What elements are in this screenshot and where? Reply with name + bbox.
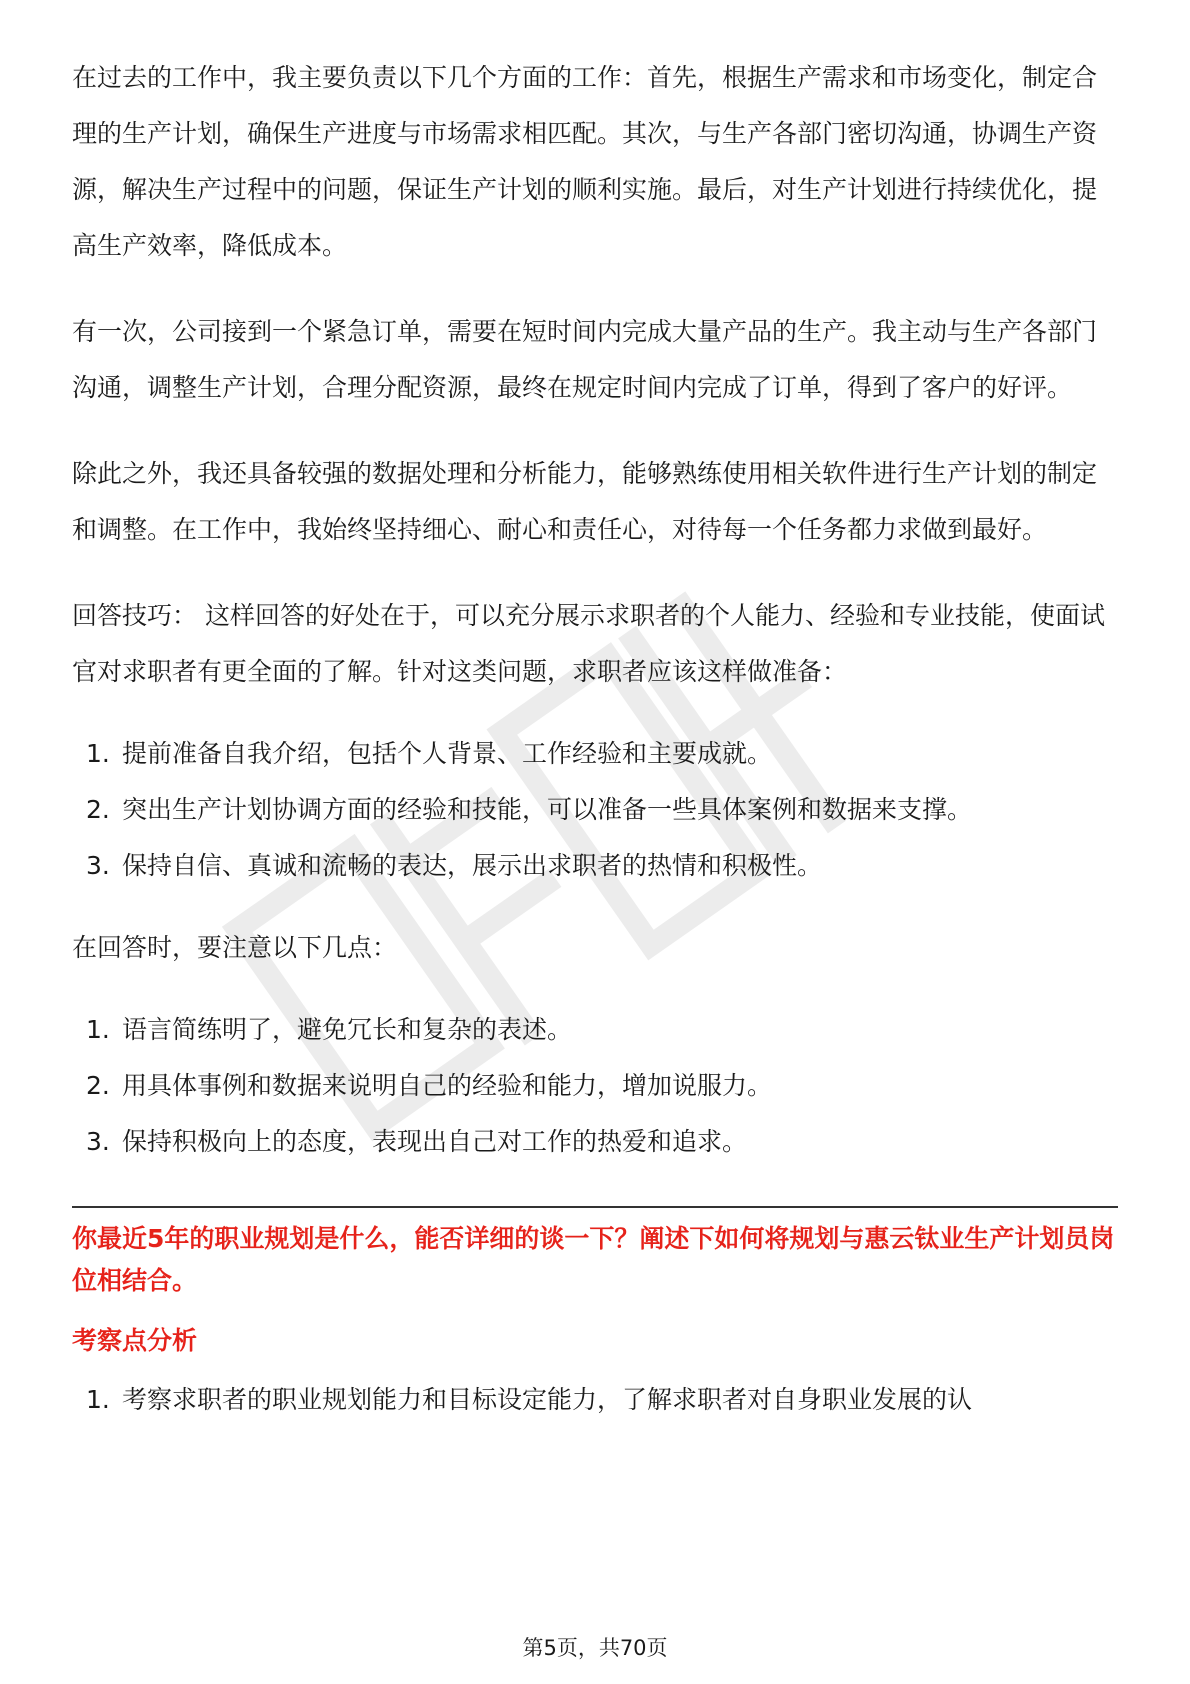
page-number: 第5页，共70页 [522, 1636, 668, 1660]
list-item: 1. 提前准备自我介绍，包括个人背景、工作经验和主要成就。 [86, 739, 773, 768]
section-divider [72, 1206, 1118, 1208]
preparation-list [72, 726, 1118, 894]
main-content [72, 50, 1118, 1428]
list-item: 3. 保持积极向上的态度，表现出自己对工作的热爱和追求。 [86, 1127, 748, 1156]
list-item: 1. 考察求职者的职业规划能力和目标设定能力，了解求职者对自身职业发展的认 [86, 1385, 973, 1414]
paragraph-work-duties: 在过去的工作中，我主要负责以下几个方面的工作：首先，根据生产需求和市场变化，制定合理的生产计划，确保生产进度与市场需求相匹配。其次，与生产各部门密切沟通，协调生产资源，解决生产过程中的问题，保证生产计划的顺利实施。最后，对生产计划进行持续优化，提高生产效率，降低成本。 [72, 63, 1098, 260]
list-item: 2. 突出生产计划协调方面的经验和技能，可以准备一些具体案例和数据来支撑。 [86, 795, 973, 824]
notes-list [72, 1002, 1118, 1170]
paragraph-urgent-order: 有一次，公司接到一个紧急订单，需要在短时间内完成大量产品的生产。我主动与生产各部门沟通，调整生产计划，合理分配资源，最终在规定时间内完成了订单，得到了客户的好评。 [72, 317, 1098, 402]
paragraph-data-skills: 除此之外，我还具备较强的数据处理和分析能力，能够熟练使用相关软件进行生产计划的制定和调整。在工作中，我始终坚持细心、耐心和责任心，对待每一个任务都力求做到最好。 [72, 459, 1098, 544]
question-title: 你最近5年的职业规划是什么，能否详细的谈一下？阐述下如何将规划与惠云钛业生产计划员岗位相结合。 [72, 1224, 1115, 1295]
list-item: 1. 语言简练明了，避免冗长和复杂的表述。 [86, 1015, 573, 1044]
analysis-list [72, 1372, 1118, 1428]
paragraph-answer-notes: 在回答时，要注意以下几点： [72, 933, 398, 962]
list-item: 2. 用具体事例和数据来说明自己的经验和能力，增加说服力。 [86, 1071, 773, 1100]
paragraph-answer-tips: 回答技巧： 这样回答的好处在于，可以充分展示求职者的个人能力、经验和专业技能，使面试官对求职者有更全面的了解。针对这类问题，求职者应该这样做准备： [72, 601, 1105, 686]
list-item: 3. 保持自信、真诚和流畅的表达，展示出求职者的热情和积极性。 [86, 851, 823, 880]
section-heading: 考察点分析 [72, 1326, 198, 1355]
